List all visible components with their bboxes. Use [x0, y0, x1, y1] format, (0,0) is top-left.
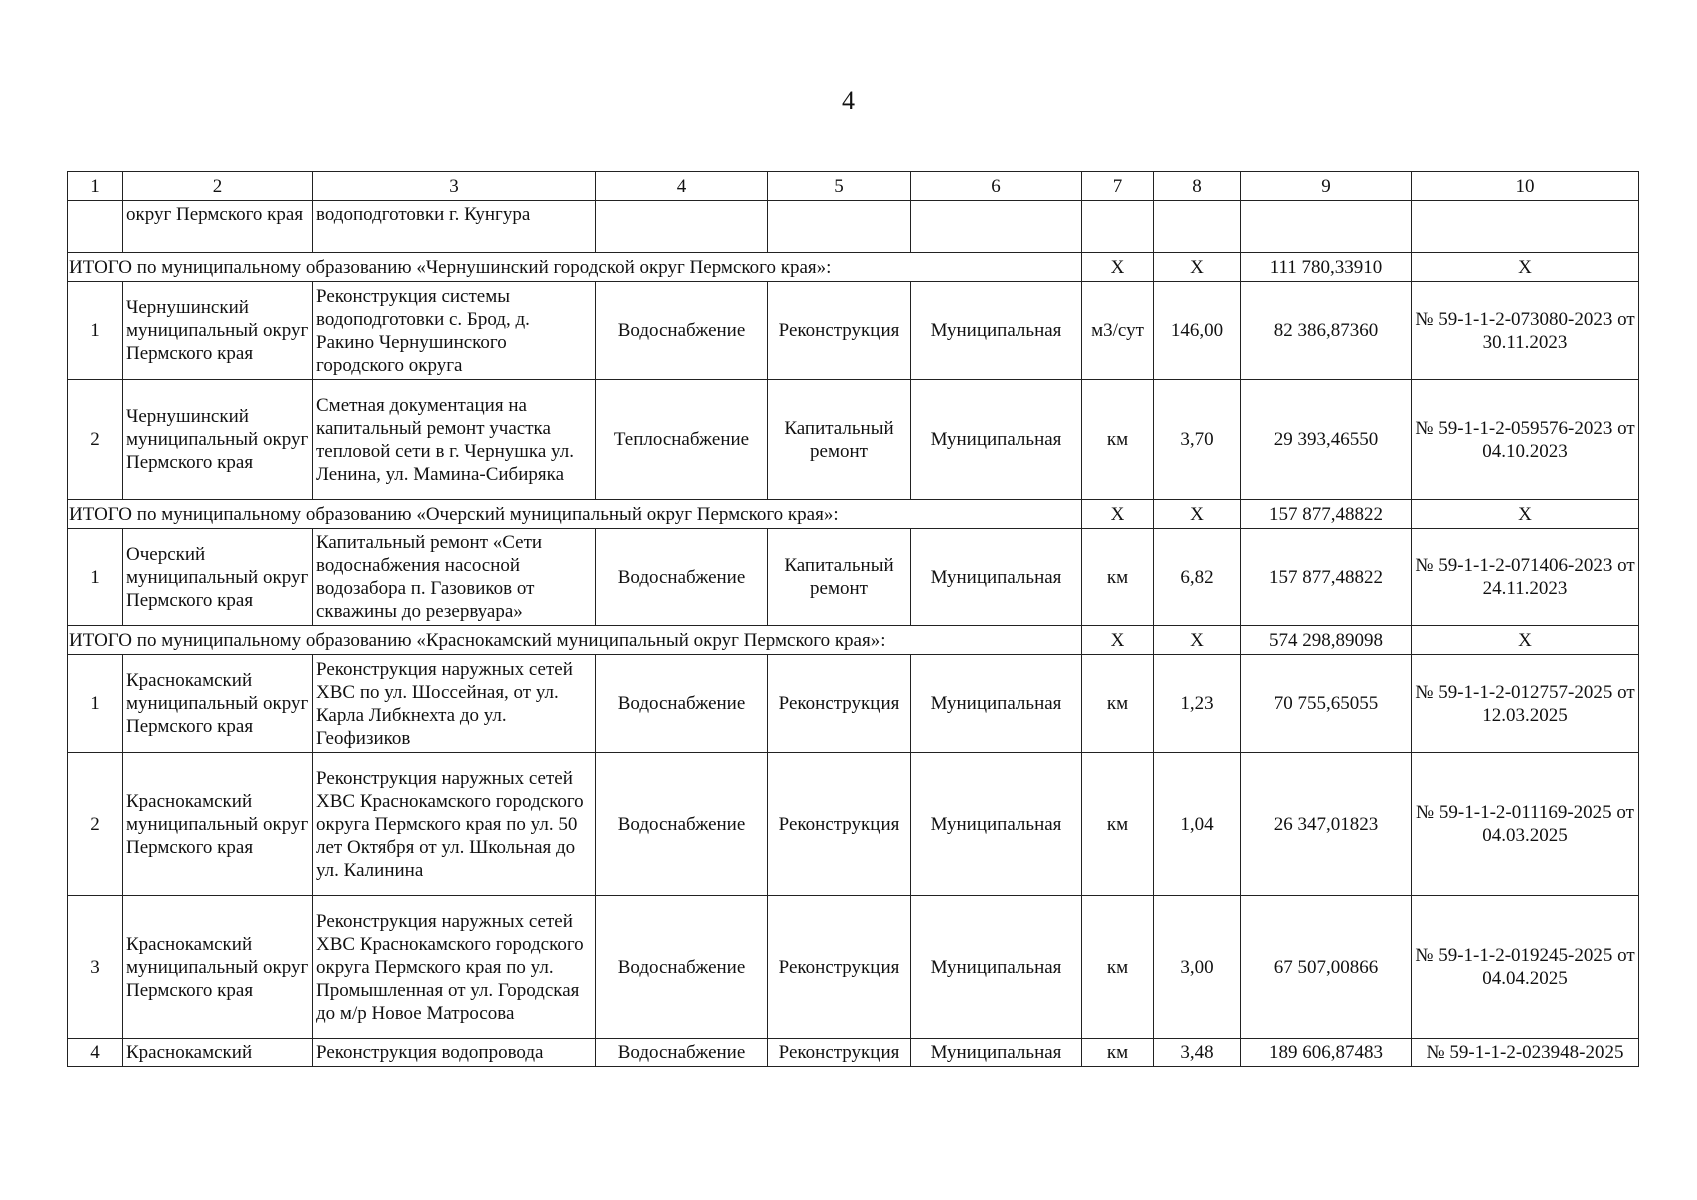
expertise-cell: № 59-1-1-2-059576-2023 от 04.10.2023	[1412, 380, 1639, 500]
total-row	[68, 253, 1639, 282]
objects-table	[67, 171, 1639, 1067]
total-cost: 574 298,89098	[1241, 626, 1412, 655]
type-cell: Водоснабжение	[596, 529, 768, 626]
row-number: 1	[68, 529, 123, 626]
total-capacity: X	[1154, 626, 1241, 655]
work-cell: Капитальный ремонт	[768, 380, 911, 500]
municipality-cell: Чернушинский муниципальный округ Пермского края	[123, 282, 313, 380]
expertise-cell: № 59-1-1-2-023948-2025	[1412, 1039, 1639, 1067]
ownership-cell: Муниципальная	[911, 896, 1082, 1039]
row-number: 2	[68, 753, 123, 896]
total-row	[68, 626, 1639, 655]
work-cell: Реконструкция	[768, 282, 911, 380]
object-cell: водоподготовки г. Кунгура	[313, 201, 596, 253]
ownership-cell: Муниципальная	[911, 380, 1082, 500]
object-cell: Капитальный ремонт «Сети водоснабжения насосной водозабора п. Газовиков от скважины до резервуара»	[313, 529, 596, 626]
cost-cell: 26 347,01823	[1241, 753, 1412, 896]
work-cell: Реконструкция	[768, 1039, 911, 1067]
column-number: 3	[313, 172, 596, 201]
total-unit: X	[1082, 253, 1154, 282]
row-number: 2	[68, 380, 123, 500]
unit-cell: км	[1082, 380, 1154, 500]
cost-cell: 157 877,48822	[1241, 529, 1412, 626]
object-cell: Реконструкция водопровода	[313, 1039, 596, 1067]
cost-cell: 189 606,87483	[1241, 1039, 1412, 1067]
cost-cell: 82 386,87360	[1241, 282, 1412, 380]
ownership-cell: Муниципальная	[911, 753, 1082, 896]
municipality-cell: Чернушинский муниципальный округ Пермского края	[123, 380, 313, 500]
total-label: ИТОГО по муниципальному образованию «Краснокамский муниципальный округ Пермского края»:	[68, 626, 1082, 655]
type-cell: Водоснабжение	[596, 282, 768, 380]
total-cost: 157 877,48822	[1241, 500, 1412, 529]
object-cell: Реконструкция наружных сетей ХВС по ул. Шоссейная, от ул. Карла Либкнехта до ул. Геофизиков	[313, 655, 596, 753]
type-cell	[596, 201, 768, 253]
unit-cell: км	[1082, 529, 1154, 626]
column-number: 10	[1412, 172, 1639, 201]
column-number: 1	[68, 172, 123, 201]
ownership-cell: Муниципальная	[911, 655, 1082, 753]
table-row	[68, 753, 1639, 896]
row-number: 1	[68, 655, 123, 753]
total-row	[68, 500, 1639, 529]
column-number: 8	[1154, 172, 1241, 201]
row-number: 1	[68, 282, 123, 380]
object-cell: Реконструкция системы водоподготовки с. Брод, д. Ракино Чернушинского городского округа	[313, 282, 596, 380]
capacity-cell: 3,70	[1154, 380, 1241, 500]
expertise-cell: № 59-1-1-2-011169-2025 от 04.03.2025	[1412, 753, 1639, 896]
row-number: 4	[68, 1039, 123, 1067]
ownership-cell	[911, 201, 1082, 253]
work-cell: Реконструкция	[768, 753, 911, 896]
column-number: 9	[1241, 172, 1412, 201]
type-cell: Водоснабжение	[596, 753, 768, 896]
object-cell: Реконструкция наружных сетей ХВС Краснокамского городского округа Пермского края по ул. Промышленная от ул. Городская до м/р Новое Матросова	[313, 896, 596, 1039]
total-expertise: X	[1412, 626, 1639, 655]
municipality-cell: округ Пермского края	[123, 201, 313, 253]
expertise-cell: № 59-1-1-2-073080-2023 от 30.11.2023	[1412, 282, 1639, 380]
total-cost: 111 780,33910	[1241, 253, 1412, 282]
work-cell: Реконструкция	[768, 896, 911, 1039]
unit-cell: км	[1082, 655, 1154, 753]
column-number-row	[68, 172, 1639, 201]
capacity-cell: 1,23	[1154, 655, 1241, 753]
cost-cell: 70 755,65055	[1241, 655, 1412, 753]
object-cell: Сметная документация на капитальный ремонт участка тепловой сети в г. Чернушка ул. Ленина, ул. Мамина-Сибиряка	[313, 380, 596, 500]
total-unit: X	[1082, 626, 1154, 655]
work-cell	[768, 201, 911, 253]
total-label: ИТОГО по муниципальному образованию «Очерский муниципальный округ Пермского края»:	[68, 500, 1082, 529]
total-expertise: X	[1412, 500, 1639, 529]
total-label: ИТОГО по муниципальному образованию «Чернушинский городской округ Пермского края»:	[68, 253, 1082, 282]
capacity-cell: 6,82	[1154, 529, 1241, 626]
work-cell: Капитальный ремонт	[768, 529, 911, 626]
capacity-cell	[1154, 201, 1241, 253]
unit-cell: км	[1082, 753, 1154, 896]
column-number: 5	[768, 172, 911, 201]
expertise-cell: № 59-1-1-2-071406-2023 от 24.11.2023	[1412, 529, 1639, 626]
capacity-cell: 3,00	[1154, 896, 1241, 1039]
column-number: 6	[911, 172, 1082, 201]
table-row	[68, 380, 1639, 500]
type-cell: Водоснабжение	[596, 1039, 768, 1067]
object-cell: Реконструкция наружных сетей ХВС Краснокамского городского округа Пермского края по ул. 50 лет Октября от ул. Школьная до ул. Калинина	[313, 753, 596, 896]
total-capacity: X	[1154, 253, 1241, 282]
unit-cell: км	[1082, 896, 1154, 1039]
municipality-cell: Очерский муниципальный округ Пермского края	[123, 529, 313, 626]
capacity-cell: 3,48	[1154, 1039, 1241, 1067]
table-row	[68, 655, 1639, 753]
ownership-cell: Муниципальная	[911, 1039, 1082, 1067]
type-cell: Водоснабжение	[596, 655, 768, 753]
table-row	[68, 282, 1639, 380]
municipality-cell: Краснокамский муниципальный округ Пермского края	[123, 896, 313, 1039]
municipality-cell: Краснокамский муниципальный округ Пермского края	[123, 655, 313, 753]
unit-cell	[1082, 201, 1154, 253]
total-expertise: X	[1412, 253, 1639, 282]
total-unit: X	[1082, 500, 1154, 529]
work-cell: Реконструкция	[768, 655, 911, 753]
cost-cell: 29 393,46550	[1241, 380, 1412, 500]
column-number: 4	[596, 172, 768, 201]
unit-cell: м3/сут	[1082, 282, 1154, 380]
table-row	[68, 1039, 1639, 1067]
expertise-cell	[1412, 201, 1639, 253]
table-row	[68, 201, 1639, 253]
column-number: 2	[123, 172, 313, 201]
expertise-cell: № 59-1-1-2-019245-2025 от 04.04.2025	[1412, 896, 1639, 1039]
municipality-cell: Краснокамский	[123, 1039, 313, 1067]
cost-cell	[1241, 201, 1412, 253]
expertise-cell: № 59-1-1-2-012757-2025 от 12.03.2025	[1412, 655, 1639, 753]
capacity-cell: 1,04	[1154, 753, 1241, 896]
cost-cell: 67 507,00866	[1241, 896, 1412, 1039]
ownership-cell: Муниципальная	[911, 282, 1082, 380]
type-cell: Теплоснабжение	[596, 380, 768, 500]
table-row	[68, 529, 1639, 626]
page-number: 4	[842, 86, 855, 115]
total-capacity: X	[1154, 500, 1241, 529]
row-number: 3	[68, 896, 123, 1039]
type-cell: Водоснабжение	[596, 896, 768, 1039]
capacity-cell: 146,00	[1154, 282, 1241, 380]
ownership-cell: Муниципальная	[911, 529, 1082, 626]
municipality-cell: Краснокамский муниципальный округ Пермского края	[123, 753, 313, 896]
unit-cell: км	[1082, 1039, 1154, 1067]
table-row	[68, 896, 1639, 1039]
row-number	[68, 201, 123, 253]
column-number: 7	[1082, 172, 1154, 201]
